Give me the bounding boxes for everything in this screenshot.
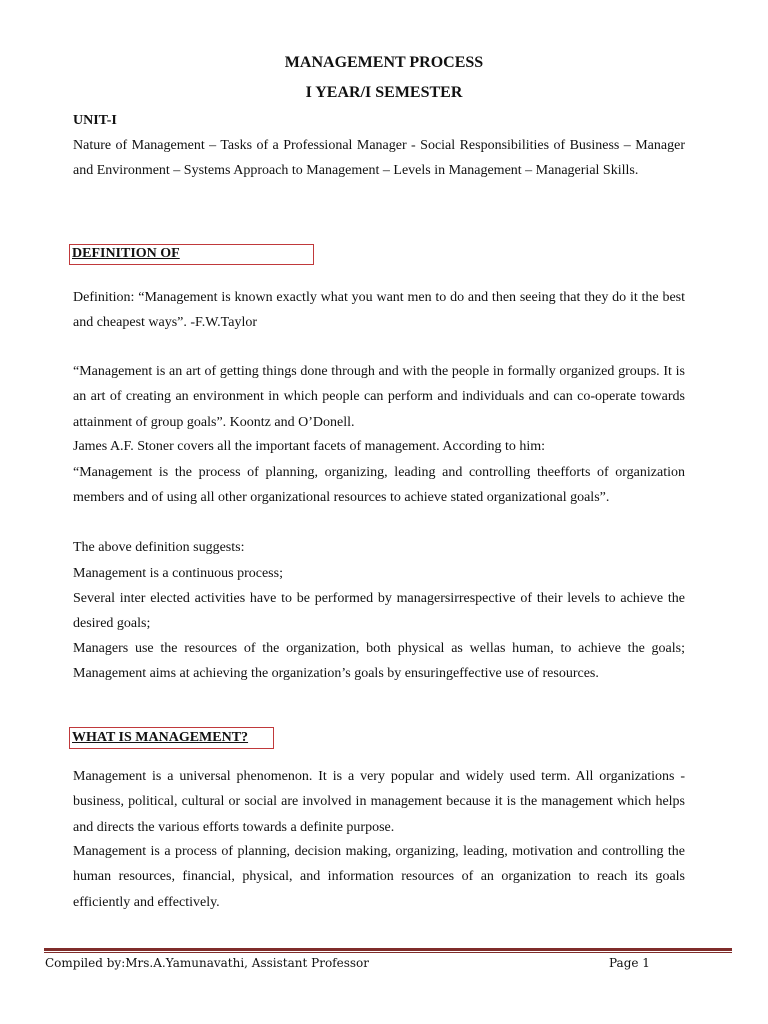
syllabus-paragraph: Nature of Management – Tasks of a Professional Manager - Social Responsibilities of Business – Manager and Environment – Systems Approach to Management – Levels in Management – Managerial Skills.: [73, 138, 685, 179]
stoner-quote: “Management is the process of planning, organizing, leading and controlling theefforts of organization members and of using all other organizational resources to achieve stated organizational goals”.: [73, 465, 685, 506]
what-is-management-heading: [69, 727, 274, 749]
what-paragraph-2: Management is a process of planning, decision making, organizing, leading, motivation and controlling the human resources, financial, physical, and information resources of an organization to reach its goals efficiently and effectively.: [73, 844, 685, 910]
unit-label: UNIT-I: [73, 113, 117, 128]
footer-rule-thick: [44, 948, 732, 951]
definition-heading: [69, 244, 314, 265]
definition-heading-text: DEFINITION OF: [72, 246, 180, 261]
point-resources: Managers use the resources of the organization, both physical as wellas human, to achieve the goals; Management aims at achieving the organization’s goals by ensuringeffective use of resources.: [73, 641, 685, 682]
footer-compiled-by: Compiled by:Mrs.A.Yamunavathi, Assistant Professor: [45, 956, 369, 970]
what-paragraph-1: Management is a universal phenomenon. It is a very popular and widely used term. All organizations - business, political, cultural or social are involved in management because it is the management which helps and directs the various efforts towards a definite purpose.: [73, 769, 685, 835]
stoner-intro: James A.F. Stoner covers all the important facets of management. According to him:: [73, 439, 546, 454]
koontz-definition: “Management is an art of getting things done through and with the people in formally organized groups. It is an art of creating an environment in which people can perform and individuals and can co-operate towards attainment of group goals”. Koontz and O’Donell.: [73, 364, 685, 430]
document-subtitle: I YEAR/I SEMESTER: [305, 84, 463, 101]
footer-rule-thin: [44, 952, 732, 953]
taylor-definition: Definition: “Management is known exactly what you want men to do and then seeing that they do it the best and cheapest ways”. -F.W.Taylor: [73, 290, 685, 331]
what-is-management-heading-text: WHAT IS MANAGEMENT?: [72, 730, 249, 745]
suggests-line: The above definition suggests:: [73, 540, 245, 555]
point-activities: Several inter elected activities have to be performed by managersirrespective of their levels to achieve the desired goals;: [73, 591, 685, 632]
document-title: MANAGEMENT PROCESS: [284, 54, 484, 71]
footer-page-number: Page 1: [609, 956, 650, 970]
point-continuous: Management is a continuous process;: [73, 566, 283, 581]
